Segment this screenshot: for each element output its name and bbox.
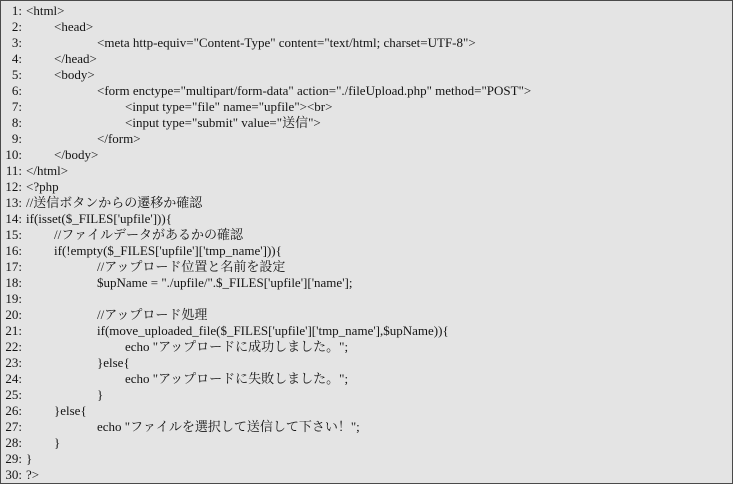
code-line (4, 227, 732, 243)
line-number: 8: (11, 115, 22, 130)
line-number: 13: (5, 195, 22, 210)
line-code: echo "アップロードに失敗しました。"; (125, 371, 349, 386)
line-code: <meta http-equiv="Content-Type" content="text/html; charset=UTF-8"> (97, 35, 476, 50)
line-code: } (97, 387, 104, 402)
line-code: echo "アップロードに成功しました。"; (125, 339, 349, 354)
line-number: 3: (11, 35, 22, 50)
code-line (4, 387, 732, 403)
code-line (4, 467, 732, 483)
line-number: 18: (5, 275, 22, 290)
code-line (4, 83, 732, 99)
line-number: 4: (11, 51, 22, 66)
line-code: } (54, 435, 61, 450)
code-line (4, 195, 732, 211)
line-number: 11: (5, 163, 22, 178)
line-code: <input type="file" name="upfile"><br> (125, 99, 333, 114)
line-number: 26: (5, 403, 22, 418)
line-number: 10: (5, 147, 22, 162)
code-line (4, 35, 732, 51)
line-code: //アップロード処理 (97, 307, 208, 322)
line-number: 12: (5, 179, 22, 194)
code-line (4, 19, 732, 35)
line-number: 28: (5, 435, 22, 450)
code-line (4, 67, 732, 83)
line-code: <?php (26, 179, 59, 194)
line-number: 14: (5, 211, 22, 226)
line-code: <html> (26, 3, 65, 18)
code-line (4, 147, 732, 163)
line-code: if(move_uploaded_file($_FILES['upfile']['tmp_name'],$upName)){ (97, 323, 449, 338)
code-line (4, 115, 732, 131)
code-line (4, 371, 732, 387)
line-number: 2: (11, 19, 22, 34)
code-line (4, 291, 732, 307)
code-line (4, 419, 732, 435)
code-line (4, 243, 732, 259)
line-number: 29: (5, 451, 22, 466)
code-line (4, 339, 732, 355)
line-code: //アップロード位置と名前を設定 (97, 259, 286, 274)
line-number: 21: (5, 323, 22, 338)
line-code: </head> (54, 51, 97, 66)
code-line (4, 451, 732, 467)
code-line (4, 99, 732, 115)
code-line (4, 163, 732, 179)
line-code: }else{ (97, 355, 130, 370)
line-number: 15: (5, 227, 22, 242)
line-number: 5: (11, 67, 22, 82)
line-number: 30: (5, 467, 22, 482)
line-code: $upName = "./upfile/".$_FILES['upfile']['name']; (97, 275, 353, 290)
code-line (4, 275, 732, 291)
code-line (4, 211, 732, 227)
line-code: }else{ (54, 403, 87, 418)
line-code: if(isset($_FILES['upfile'])){ (26, 211, 172, 226)
line-code: </html> (26, 163, 69, 178)
code-line (4, 435, 732, 451)
code-line (4, 179, 732, 195)
line-code: ?> (26, 467, 40, 482)
line-code: </body> (54, 147, 99, 162)
line-number: 17: (5, 259, 22, 274)
code-line (4, 3, 732, 19)
line-code: if(!empty($_FILES['upfile']['tmp_name'])){ (54, 243, 282, 258)
line-code: </form> (97, 131, 141, 146)
code-line (4, 323, 732, 339)
line-number: 27: (5, 419, 22, 434)
line-number: 20: (5, 307, 22, 322)
code-line (4, 51, 732, 67)
line-number: 23: (5, 355, 22, 370)
code-line (4, 259, 732, 275)
line-code: <body> (54, 67, 95, 82)
line-number: 25: (5, 387, 22, 402)
line-number: 19: (5, 291, 22, 306)
line-code: //送信ボタンからの遷移か確認 (26, 195, 203, 210)
code-line (4, 403, 732, 419)
code-line (4, 131, 732, 147)
code-line (4, 355, 732, 371)
line-number: 6: (11, 83, 22, 98)
line-code: } (26, 451, 33, 466)
line-number: 7: (11, 99, 22, 114)
line-number: 24: (5, 371, 22, 386)
line-code: <head> (54, 19, 94, 34)
line-number: 16: (5, 243, 22, 258)
line-code: <input type="submit" value="送信"> (125, 115, 321, 130)
code-line (4, 307, 732, 323)
line-number: 1: (11, 3, 22, 18)
line-number: 9: (11, 131, 22, 146)
line-code: echo "ファイルを選択して送信して下さい！"; (97, 419, 360, 434)
line-code: <form enctype="multipart/form-data" action="./fileUpload.php" method="POST"> (97, 83, 532, 98)
line-code: //ファイルデータがあるかの確認 (54, 227, 243, 242)
line-number: 22: (5, 339, 22, 354)
